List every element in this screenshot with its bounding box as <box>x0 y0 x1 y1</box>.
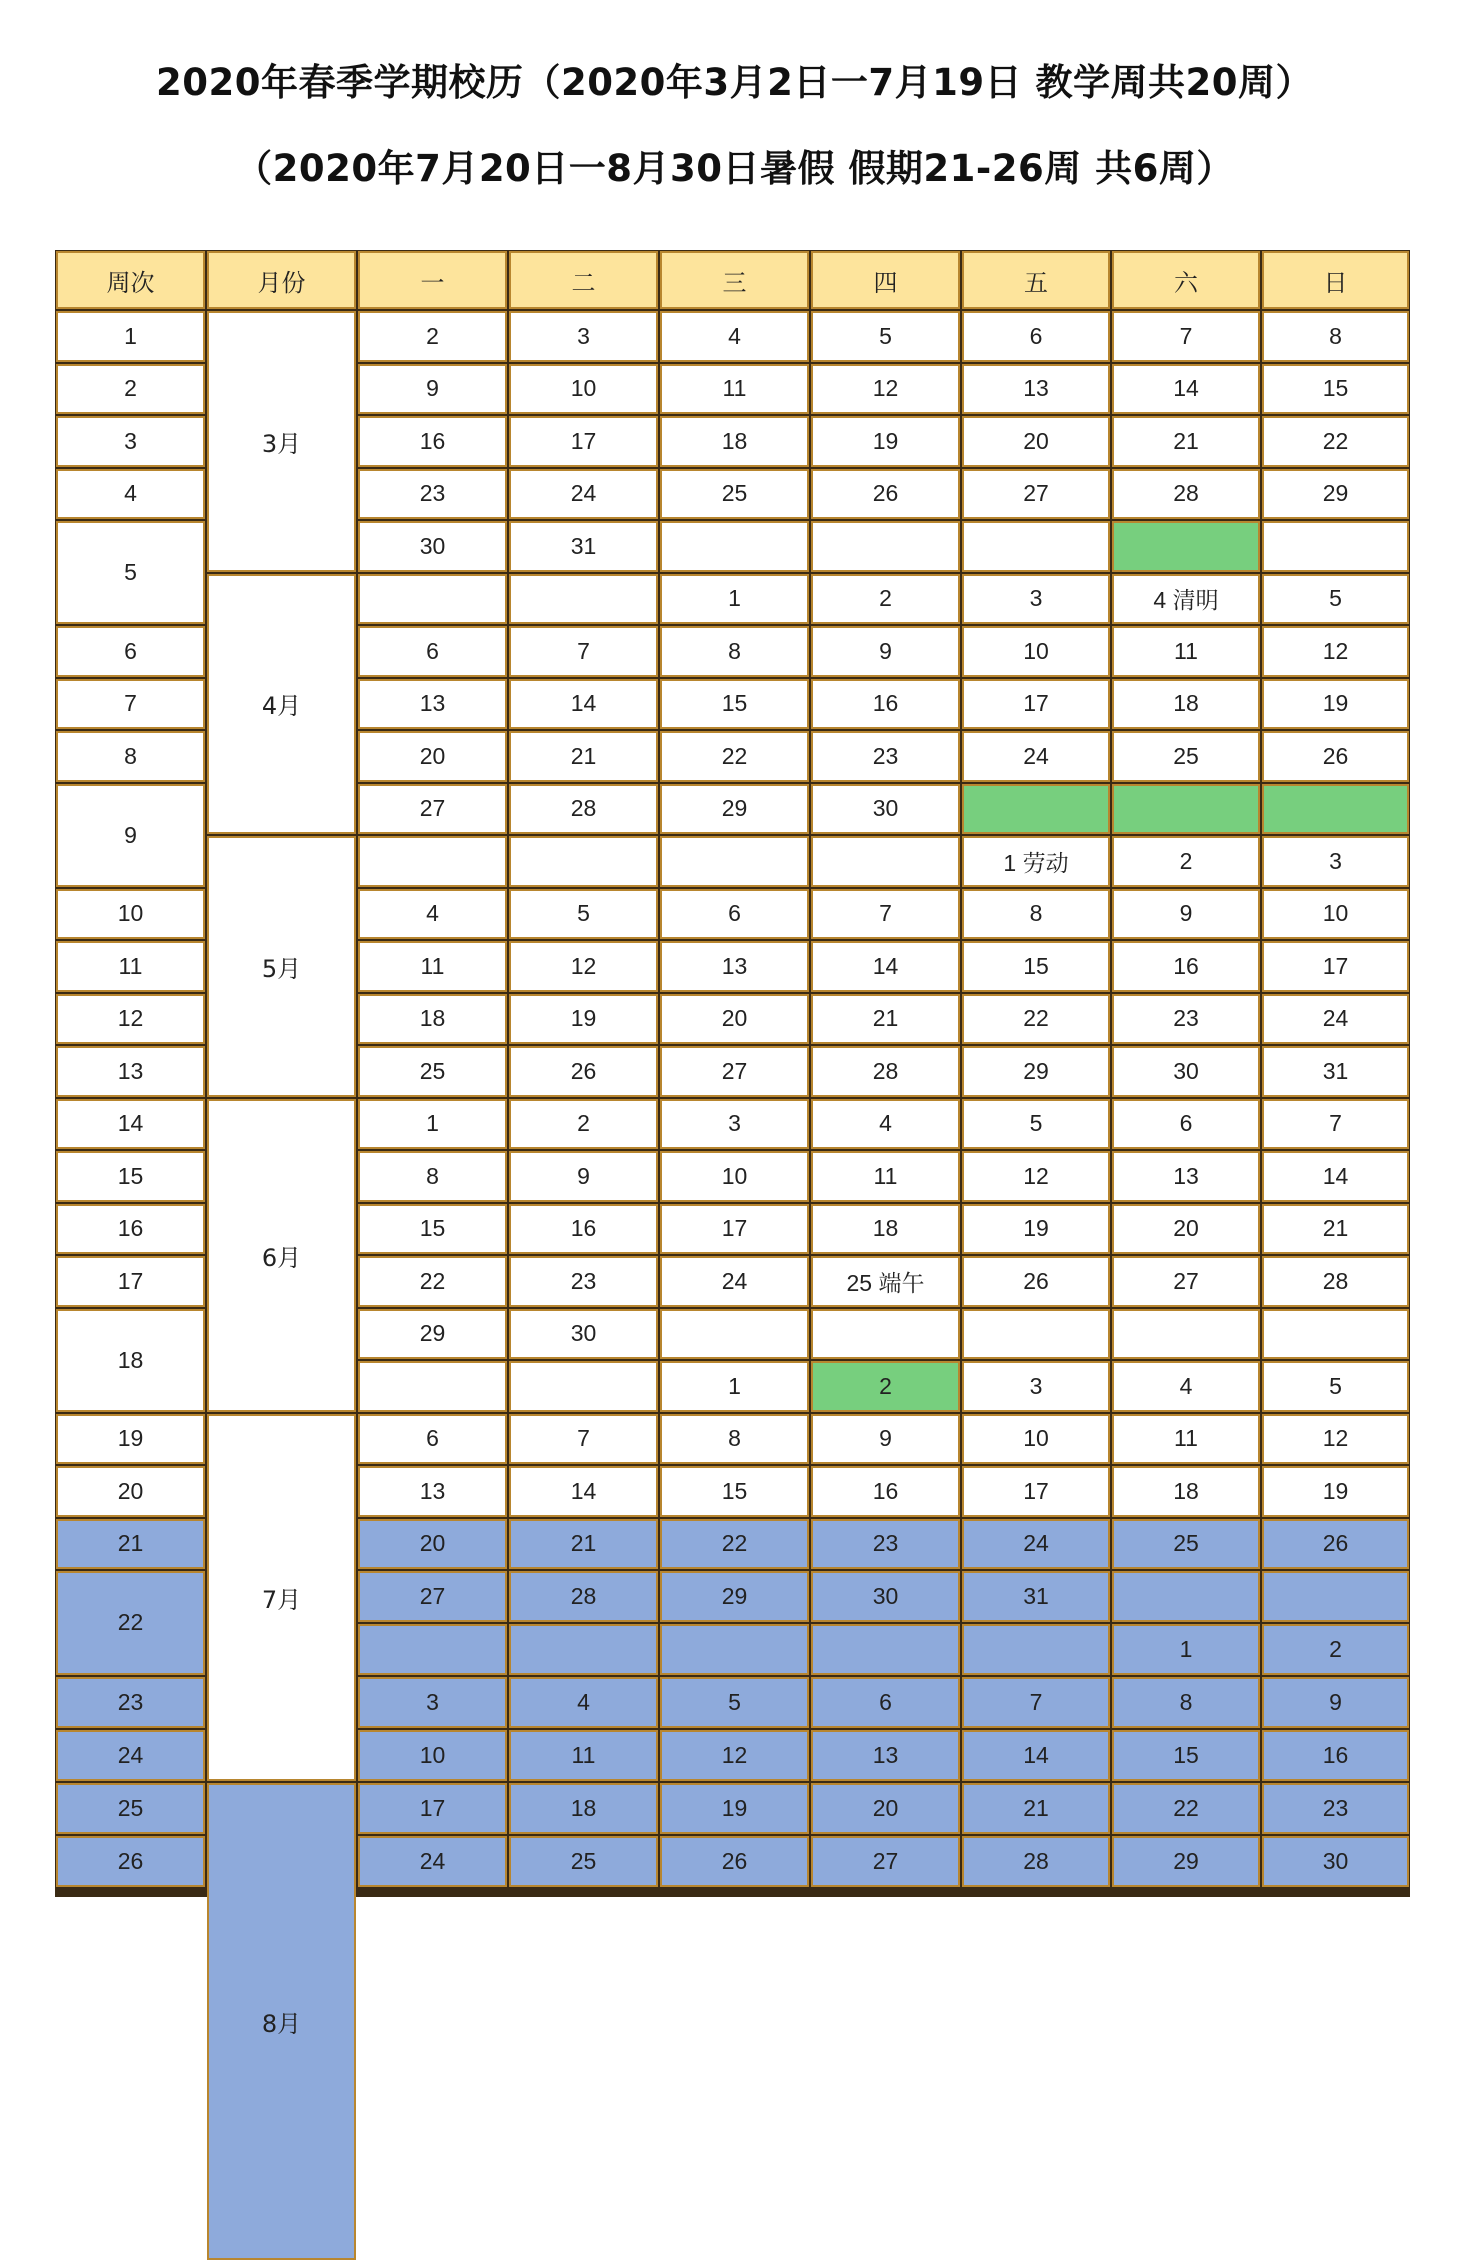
day-cell: 8 <box>962 889 1110 940</box>
empty-day-cell <box>509 1361 658 1412</box>
day-cell: 21 <box>509 1519 658 1570</box>
day-cell: 25 <box>509 1836 658 1887</box>
header-cell: 三 <box>660 251 809 309</box>
day-cell: 12 <box>660 1730 809 1781</box>
day-cell: 10 <box>660 1151 809 1202</box>
day-cell: 11 <box>509 1730 658 1781</box>
day-cell: 17 <box>358 1783 507 1834</box>
day-cell: 12 <box>1262 626 1409 677</box>
week-number-cell: 11 <box>56 941 205 992</box>
empty-day-cell <box>1262 1571 1409 1622</box>
day-cell: 22 <box>358 1256 507 1307</box>
day-cell: 28 <box>811 1046 960 1097</box>
day-cell: 21 <box>1112 416 1260 467</box>
week-number-cell: 25 <box>56 1783 205 1834</box>
day-cell: 29 <box>962 1046 1110 1097</box>
day-cell: 22 <box>660 1519 809 1570</box>
day-cell: 24 <box>962 731 1110 782</box>
day-cell: 29 <box>1112 1836 1260 1887</box>
header-cell: 六 <box>1112 251 1260 309</box>
month-cell: 6月 <box>207 1099 356 1412</box>
empty-day-cell <box>660 521 809 572</box>
day-cell: 26 <box>962 1256 1110 1307</box>
day-cell: 21 <box>962 1783 1110 1834</box>
day-cell: 30 <box>358 521 507 572</box>
day-cell: 20 <box>660 994 809 1045</box>
empty-day-cell <box>811 521 960 572</box>
empty-day-cell <box>509 574 658 625</box>
day-cell: 27 <box>358 784 507 835</box>
day-cell: 6 <box>1112 1099 1260 1150</box>
day-cell: 16 <box>811 1466 960 1517</box>
day-cell: 2 <box>811 574 960 625</box>
day-cell: 27 <box>358 1571 507 1622</box>
empty-day-cell <box>1112 1571 1260 1622</box>
day-cell: 25 端午 <box>811 1256 960 1307</box>
day-cell: 23 <box>358 469 507 520</box>
day-cell: 6 <box>358 626 507 677</box>
week-number-cell: 10 <box>56 889 205 940</box>
week-number-cell: 17 <box>56 1256 205 1307</box>
day-cell: 23 <box>811 731 960 782</box>
day-cell: 12 <box>962 1151 1110 1202</box>
day-cell: 27 <box>660 1046 809 1097</box>
day-cell: 15 <box>1262 364 1409 415</box>
day-cell: 10 <box>509 364 658 415</box>
day-cell: 10 <box>1262 889 1409 940</box>
day-cell: 15 <box>1112 1730 1260 1781</box>
empty-day-cell <box>358 574 507 625</box>
day-cell: 31 <box>1262 1046 1409 1097</box>
day-cell: 8 <box>1112 1677 1260 1728</box>
day-cell: 3 <box>660 1099 809 1150</box>
month-cell: 4月 <box>207 574 356 835</box>
day-cell: 22 <box>1262 416 1409 467</box>
day-cell: 4 <box>1112 1361 1260 1412</box>
day-cell: 21 <box>811 994 960 1045</box>
day-cell: 24 <box>358 1836 507 1887</box>
empty-day-cell <box>660 1624 809 1675</box>
day-cell: 25 <box>1112 731 1260 782</box>
day-cell: 1 <box>358 1099 507 1150</box>
day-cell: 18 <box>1112 679 1260 730</box>
day-cell: 14 <box>509 679 658 730</box>
day-cell: 30 <box>509 1309 658 1360</box>
day-cell: 26 <box>1262 731 1409 782</box>
month-cell: 3月 <box>207 311 356 572</box>
empty-day-cell <box>1262 1309 1409 1360</box>
day-cell: 9 <box>811 626 960 677</box>
calendar-subtitle: （2020年7月20日一8月30日暑假 假期21-26周 共6周） <box>235 147 1234 190</box>
day-cell: 29 <box>660 1571 809 1622</box>
day-cell: 1 <box>660 574 809 625</box>
day-cell: 12 <box>1262 1414 1409 1465</box>
day-cell: 17 <box>509 416 658 467</box>
day-cell: 24 <box>660 1256 809 1307</box>
month-cell: 7月 <box>207 1414 356 1782</box>
day-cell: 14 <box>962 1730 1110 1781</box>
day-cell: 5 <box>962 1099 1110 1150</box>
day-cell: 6 <box>811 1677 960 1728</box>
day-cell: 28 <box>962 1836 1110 1887</box>
day-cell: 16 <box>1262 1730 1409 1781</box>
day-cell: 3 <box>358 1677 507 1728</box>
day-cell: 13 <box>358 679 507 730</box>
empty-day-cell <box>962 1309 1110 1360</box>
week-number-cell: 14 <box>56 1099 205 1150</box>
day-cell: 4 <box>811 1099 960 1150</box>
day-cell: 20 <box>358 1519 507 1570</box>
day-cell: 18 <box>811 1204 960 1255</box>
week-number-cell: 5 <box>56 521 205 624</box>
week-number-cell: 12 <box>56 994 205 1045</box>
day-cell: 20 <box>962 416 1110 467</box>
day-cell: 2 <box>1112 836 1260 887</box>
empty-day-cell <box>962 521 1110 572</box>
day-cell: 13 <box>358 1466 507 1517</box>
day-cell: 22 <box>962 994 1110 1045</box>
month-cell: 5月 <box>207 836 356 1097</box>
day-cell: 10 <box>358 1730 507 1781</box>
day-cell: 11 <box>1112 1414 1260 1465</box>
day-cell: 16 <box>358 416 507 467</box>
calendar-title: 2020年春季学期校历（2020年3月2日一7月19日 教学周共20周） <box>155 61 1314 104</box>
week-number-cell: 15 <box>56 1151 205 1202</box>
day-cell: 30 <box>811 784 960 835</box>
empty-day-cell <box>962 1624 1110 1675</box>
header-cell: 月份 <box>207 251 356 309</box>
empty-day-cell <box>1112 521 1260 572</box>
day-cell: 11 <box>358 941 507 992</box>
header-cell: 一 <box>358 251 507 309</box>
day-cell: 25 <box>1112 1519 1260 1570</box>
day-cell: 12 <box>811 364 960 415</box>
holiday-day-cell: 2 <box>811 1361 960 1412</box>
empty-day-cell <box>1262 521 1409 572</box>
empty-day-cell <box>1262 784 1409 835</box>
day-cell: 7 <box>1262 1099 1409 1150</box>
day-cell: 18 <box>660 416 809 467</box>
week-number-cell: 22 <box>56 1571 205 1675</box>
day-cell: 22 <box>660 731 809 782</box>
day-cell: 21 <box>509 731 658 782</box>
empty-day-cell <box>811 836 960 887</box>
week-number-cell: 16 <box>56 1204 205 1255</box>
day-cell: 4 <box>660 311 809 362</box>
day-cell: 31 <box>509 521 658 572</box>
day-cell: 7 <box>509 1414 658 1465</box>
day-cell: 9 <box>811 1414 960 1465</box>
day-cell: 4 清明 <box>1112 574 1260 625</box>
week-number-cell: 6 <box>56 626 205 677</box>
day-cell: 1 <box>1112 1624 1260 1675</box>
school-calendar-table <box>55 250 1410 2038</box>
day-cell: 27 <box>811 1836 960 1887</box>
day-cell: 22 <box>1112 1783 1260 1834</box>
day-cell: 19 <box>962 1204 1110 1255</box>
day-cell: 30 <box>1262 1836 1409 1887</box>
empty-day-cell <box>811 1309 960 1360</box>
day-cell: 29 <box>660 784 809 835</box>
day-cell: 20 <box>358 731 507 782</box>
empty-day-cell <box>509 1624 658 1675</box>
day-cell: 10 <box>962 626 1110 677</box>
day-cell: 24 <box>962 1519 1110 1570</box>
day-cell: 9 <box>1112 889 1260 940</box>
day-cell: 5 <box>509 889 658 940</box>
day-cell: 4 <box>358 889 507 940</box>
day-cell: 5 <box>1262 574 1409 625</box>
empty-day-cell <box>358 1624 507 1675</box>
day-cell: 3 <box>1262 836 1409 887</box>
day-cell: 27 <box>1112 1256 1260 1307</box>
day-cell: 14 <box>1262 1151 1409 1202</box>
day-cell: 7 <box>811 889 960 940</box>
day-cell: 14 <box>1112 364 1260 415</box>
day-cell: 1 劳动 <box>962 836 1110 887</box>
day-cell: 9 <box>1262 1677 1409 1728</box>
empty-day-cell <box>509 836 658 887</box>
day-cell: 28 <box>509 1571 658 1622</box>
day-cell: 25 <box>358 1046 507 1097</box>
day-cell: 14 <box>509 1466 658 1517</box>
day-cell: 31 <box>962 1571 1110 1622</box>
day-cell: 26 <box>1262 1519 1409 1570</box>
day-cell: 15 <box>358 1204 507 1255</box>
empty-day-cell <box>660 1309 809 1360</box>
week-number-cell: 26 <box>56 1836 205 1887</box>
day-cell: 23 <box>509 1256 658 1307</box>
day-cell: 28 <box>509 784 658 835</box>
day-cell: 17 <box>660 1204 809 1255</box>
day-cell: 10 <box>962 1414 1110 1465</box>
day-cell: 18 <box>509 1783 658 1834</box>
week-number-cell: 1 <box>56 311 205 362</box>
day-cell: 7 <box>962 1677 1110 1728</box>
day-cell: 4 <box>509 1677 658 1728</box>
empty-day-cell <box>358 1361 507 1412</box>
day-cell: 20 <box>1112 1204 1260 1255</box>
day-cell: 13 <box>811 1730 960 1781</box>
day-cell: 30 <box>811 1571 960 1622</box>
day-cell: 13 <box>660 941 809 992</box>
day-cell: 14 <box>811 941 960 992</box>
week-number-cell: 2 <box>56 364 205 415</box>
day-cell: 7 <box>509 626 658 677</box>
day-cell: 17 <box>962 679 1110 730</box>
week-number-cell: 9 <box>56 784 205 887</box>
day-cell: 8 <box>1262 311 1409 362</box>
day-cell: 17 <box>1262 941 1409 992</box>
header-cell: 周次 <box>56 251 205 309</box>
day-cell: 6 <box>660 889 809 940</box>
day-cell: 18 <box>1112 1466 1260 1517</box>
day-cell: 18 <box>358 994 507 1045</box>
day-cell: 23 <box>811 1519 960 1570</box>
empty-day-cell <box>1112 1309 1260 1360</box>
day-cell: 1 <box>660 1361 809 1412</box>
day-cell: 3 <box>509 311 658 362</box>
empty-day-cell <box>811 1624 960 1675</box>
empty-day-cell <box>358 836 507 887</box>
header-cell: 二 <box>509 251 658 309</box>
header-cell: 四 <box>811 251 960 309</box>
day-cell: 13 <box>1112 1151 1260 1202</box>
empty-day-cell <box>962 784 1110 835</box>
week-number-cell: 23 <box>56 1677 205 1728</box>
day-cell: 15 <box>962 941 1110 992</box>
day-cell: 9 <box>358 364 507 415</box>
empty-day-cell <box>1112 784 1260 835</box>
day-cell: 16 <box>509 1204 658 1255</box>
day-cell: 2 <box>509 1099 658 1150</box>
day-cell: 8 <box>358 1151 507 1202</box>
day-cell: 28 <box>1112 469 1260 520</box>
week-number-cell: 19 <box>56 1414 205 1465</box>
day-cell: 11 <box>1112 626 1260 677</box>
day-cell: 26 <box>811 469 960 520</box>
day-cell: 26 <box>660 1836 809 1887</box>
day-cell: 8 <box>660 626 809 677</box>
day-cell: 30 <box>1112 1046 1260 1097</box>
day-cell: 24 <box>1262 994 1409 1045</box>
week-number-cell: 3 <box>56 416 205 467</box>
day-cell: 15 <box>660 1466 809 1517</box>
day-cell: 19 <box>660 1783 809 1834</box>
day-cell: 23 <box>1262 1783 1409 1834</box>
day-cell: 6 <box>962 311 1110 362</box>
day-cell: 29 <box>358 1309 507 1360</box>
day-cell: 26 <box>509 1046 658 1097</box>
day-cell: 24 <box>509 469 658 520</box>
day-cell: 25 <box>660 469 809 520</box>
day-cell: 3 <box>962 1361 1110 1412</box>
day-cell: 8 <box>660 1414 809 1465</box>
day-cell: 21 <box>1262 1204 1409 1255</box>
day-cell: 19 <box>811 416 960 467</box>
week-number-cell: 13 <box>56 1046 205 1097</box>
day-cell: 16 <box>1112 941 1260 992</box>
week-number-cell: 8 <box>56 731 205 782</box>
day-cell: 2 <box>358 311 507 362</box>
day-cell: 3 <box>962 574 1110 625</box>
day-cell: 19 <box>1262 679 1409 730</box>
day-cell: 12 <box>509 941 658 992</box>
day-cell: 7 <box>1112 311 1260 362</box>
header-cell: 日 <box>1262 251 1409 309</box>
month-cell: 8月 <box>207 1783 356 2260</box>
day-cell: 5 <box>811 311 960 362</box>
week-number-cell: 4 <box>56 469 205 520</box>
day-cell: 28 <box>1262 1256 1409 1307</box>
week-number-cell: 21 <box>56 1519 205 1570</box>
day-cell: 20 <box>811 1783 960 1834</box>
day-cell: 13 <box>962 364 1110 415</box>
day-cell: 19 <box>509 994 658 1045</box>
week-number-cell: 20 <box>56 1466 205 1517</box>
week-number-cell: 18 <box>56 1309 205 1412</box>
day-cell: 17 <box>962 1466 1110 1517</box>
empty-day-cell <box>660 836 809 887</box>
day-cell: 29 <box>1262 469 1409 520</box>
day-cell: 9 <box>509 1151 658 1202</box>
week-number-cell: 24 <box>56 1730 205 1781</box>
day-cell: 5 <box>1262 1361 1409 1412</box>
header-cell: 五 <box>962 251 1110 309</box>
day-cell: 15 <box>660 679 809 730</box>
day-cell: 2 <box>1262 1624 1409 1675</box>
day-cell: 16 <box>811 679 960 730</box>
day-cell: 27 <box>962 469 1110 520</box>
day-cell: 5 <box>660 1677 809 1728</box>
day-cell: 19 <box>1262 1466 1409 1517</box>
day-cell: 11 <box>660 364 809 415</box>
week-number-cell: 7 <box>56 679 205 730</box>
day-cell: 11 <box>811 1151 960 1202</box>
day-cell: 6 <box>358 1414 507 1465</box>
day-cell: 23 <box>1112 994 1260 1045</box>
